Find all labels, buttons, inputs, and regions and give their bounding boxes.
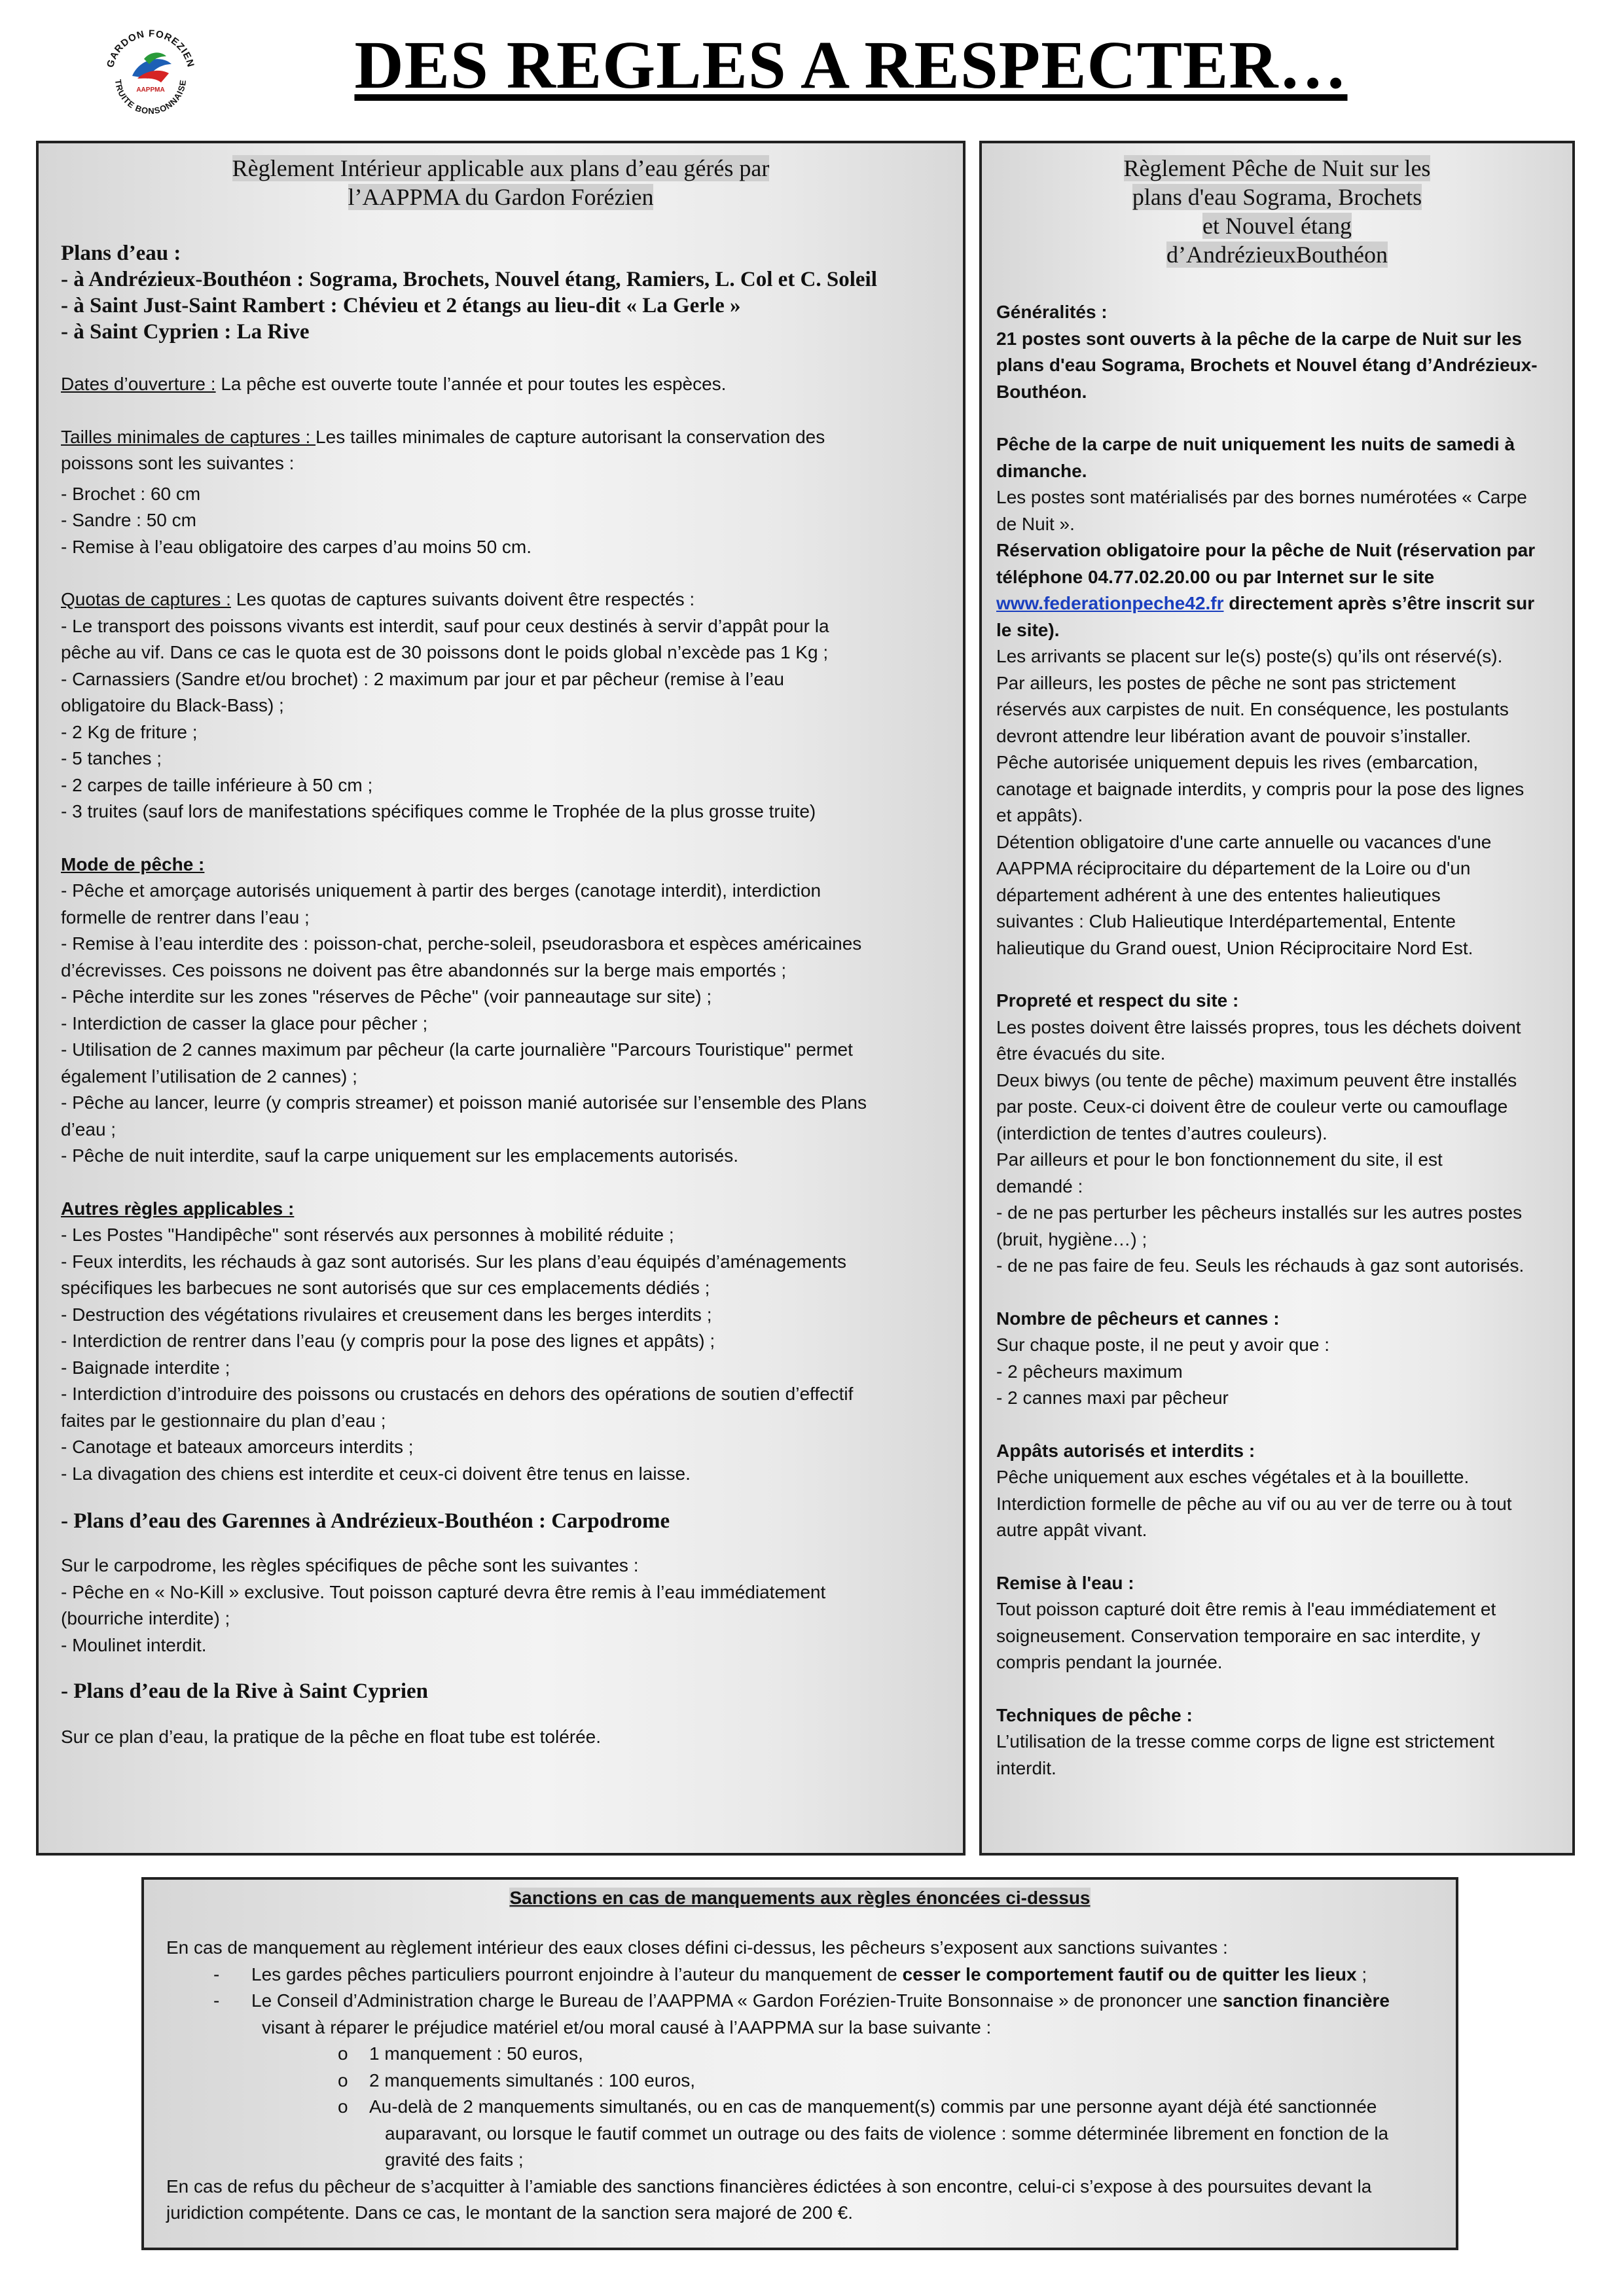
page-title: DES REGLES A RESPECTER… (354, 27, 1348, 103)
text-line: suivantes : Club Halieutique Interdépartemental, Entente (996, 911, 1456, 931)
proprete-heading: Propreté et respect du site : (996, 990, 1239, 1011)
sanction-subitem: o 2 manquements simultanés : 100 euros, (338, 2070, 696, 2090)
appats-heading: Appâts autorisés et interdits : (996, 1440, 1255, 1461)
list-item: - Destruction des végétations rivulaires et creusement dans les berges interdits ; (61, 1304, 712, 1325)
text-line: (interdiction de tentes d’autres couleurs). (996, 1122, 1327, 1143)
list-item: - Moulinet interdit. (61, 1634, 207, 1655)
list-item: - Remise à l’eau obligatoire des carpes d’au moins 50 cm. (61, 536, 532, 557)
list-item: - Pêche de nuit interdite, sauf la carpe uniquement sur les emplacements autorisés. (61, 1145, 739, 1166)
rive-text: Sur ce plan d’eau, la pratique de la pêche en float tube est tolérée. (61, 1727, 602, 1747)
text-line: autre appât vivant. (996, 1520, 1147, 1540)
text-line: canotage et baignade interdits, y compris pour la pose des lignes (996, 778, 1525, 799)
list-item: Sur le carpodrome, les règles spécifiques de pêche sont les suivantes : (61, 1555, 639, 1575)
internal-rules-title: Règlement Intérieur applicable aux plans d’eau gérés par (232, 155, 770, 181)
text-line: Réservation obligatoire pour la pêche de Nuit (réservation par (996, 540, 1536, 560)
text-line: gravité des faits ; (385, 2149, 524, 2170)
plans-heading: Plans d’eau : (61, 242, 181, 265)
list-item: spécifiques les barbecues ne sont autorisés que sur ces emplacements dédiés ; (61, 1278, 710, 1298)
text-line: Pêche de la carpe de nuit uniquement les nuits de samedi à (996, 434, 1515, 454)
list-item: - 2 carpes de taille inférieure à 50 cm ; (61, 774, 373, 795)
text-line: (bruit, hygiène…) ; (996, 1229, 1147, 1249)
list-item: - La divagation des chiens est interdite et ceux-ci doivent être tenus en laisse. (61, 1463, 691, 1484)
list-item: - Interdiction de casser la glace pour pêcher ; (61, 1013, 428, 1033)
text-line: devront attendre leur libération avant de pouvoir s’installer. (996, 725, 1471, 746)
text-line: - 2 pêcheurs maximum (996, 1361, 1183, 1382)
federation-link[interactable]: www.federationpeche42.fr (996, 593, 1224, 613)
sanction-item: - Le Conseil d’Administration charge le Bureau de l’AAPPMA « Gardon Forézien-Truite Bonsonnaise » de prononcer une sanction financière (213, 1990, 1390, 2011)
text-line: juridiction compétente. Dans ce cas, le montant de la sanction sera majoré de 200 €. (166, 2202, 854, 2223)
text-line: plans d'eau Sograma, Brochets et Nouvel étang d’Andrézieux- (996, 355, 1538, 375)
internal-rules-title-line2: l’AAPPMA du Gardon Forézien (348, 184, 654, 210)
text-line: auparavant, ou lorsque le fautif commet un outrage ou des faits de violence : somme déterminée librement en fonction de la (385, 2123, 1389, 2144)
list-item: - Baignade interdite ; (61, 1357, 230, 1378)
reservation-link-line: www.federationpeche42.fr directement après s’être inscrit sur (996, 593, 1535, 613)
night-rules-title-line: plans d'eau Sograma, Brochets (1132, 184, 1422, 210)
text-line: département adhérent à une des ententes halieutiques (996, 884, 1441, 905)
rive-heading: - Plans d’eau de la Rive à Saint Cyprien (61, 1679, 429, 1703)
text-line: poissons sont les suivantes : (61, 453, 295, 473)
list-item: faites par le gestionnaire du plan d’eau ; (61, 1410, 386, 1431)
list-item: - Brochet : 60 cm (61, 483, 201, 504)
night-rules-title-line: d’AndrézieuxBouthéon (1166, 242, 1388, 268)
text-line: Les postes doivent être laissés propres, tous les déchets doivent (996, 1016, 1521, 1037)
sanction-item: - Les gardes pêches particuliers pourront enjoindre à l’auteur du manquement de cesser le comportement fautif ou de quitter les lieux ; (213, 1964, 1367, 1984)
generalites-heading: Généralités : (996, 302, 1108, 322)
list-item: d’eau ; (61, 1119, 117, 1139)
list-item: formelle de rentrer dans l’eau ; (61, 906, 310, 927)
internal-rules-panel (36, 141, 965, 1856)
list-item: - Pêche interdite sur les zones "réserves de Pêche" (voir panneautage sur site) ; (61, 986, 712, 1007)
svg-text:TRUITE BONSONNAISE: TRUITE BONSONNAISE (113, 79, 189, 117)
catch-quotas: Quotas de captures : Les quotas de captures suivants doivent être respectés : (61, 589, 695, 609)
list-item: - Feux interdits, les réchauds à gaz sont autorisés. Sur les plans d’eau équipés d’aménagements (61, 1251, 847, 1272)
svg-text:AAPPMA: AAPPMA (136, 86, 165, 94)
list-item: - 5 tanches ; (61, 748, 162, 768)
text-line: - de ne pas faire de feu. Seuls les réchauds à gaz sont autorisés. (996, 1255, 1525, 1276)
list-item: - Sandre : 50 cm (61, 510, 196, 530)
text-line: AAPPMA réciprocitaire du département de la Loire ou d'un (996, 858, 1471, 878)
text-line: Détention obligatoire d'une carte annuelle ou vacances d'une (996, 831, 1492, 852)
plans-item: - à Andrézieux-Bouthéon : Sograma, Brochets, Nouvel étang, Ramiers, L. Col et C. Soleil (61, 268, 877, 291)
text-line: dimanche. (996, 460, 1087, 481)
list-item: - Utilisation de 2 cannes maximum par pêcheur (la carte journalière "Parcours Touristique" permet (61, 1039, 853, 1060)
sanctions-panel (141, 1877, 1458, 2250)
list-item: obligatoire du Black-Bass) ; (61, 695, 284, 715)
text-line: En cas de refus du pêcheur de s’acquitter à l’amiable des sanctions financières édictées à son encontre, celui-ci s’expose à des poursuites devant la (166, 2176, 1372, 2197)
night-fishing-panel (979, 141, 1575, 1856)
sanctions-intro: En cas de manquement au règlement intérieur des eaux closes défini ci-dessus, les pêcheurs s’exposent aux sanctions suivantes : (166, 1937, 1228, 1958)
aappma-logo (98, 18, 203, 123)
text-line: - 2 cannes maxi par pêcheur (996, 1388, 1229, 1408)
list-item: - Les Postes "Handipêche" sont réservés aux personnes à mobilité réduite ; (61, 1225, 674, 1245)
other-rules-heading: Autres règles applicables : (61, 1198, 295, 1219)
list-item: - Carnassiers (Sandre et/ou brochet) : 2 maximum par jour et par pêcheur (remise à l’eau (61, 668, 784, 689)
text-line: le site). (996, 619, 1060, 640)
nombre-heading: Nombre de pêcheurs et cannes : (996, 1308, 1280, 1329)
sanction-subitem: o 1 manquement : 50 euros, (338, 2043, 583, 2064)
list-item: - Pêche au lancer, leurre (y compris streamer) et poisson manié autorisée sur l’ensemble des Plans (61, 1092, 867, 1113)
list-item: - Interdiction d’introduire des poissons ou crustacés en dehors des opérations de soutien d’effectif (61, 1384, 854, 1404)
fishing-mode-heading: Mode de pêche : (61, 853, 205, 874)
text-line: Deux biwys (ou tente de pêche) maximum peuvent être installés (996, 1069, 1517, 1090)
night-rules-title: Règlement Pêche de Nuit sur les (1123, 155, 1431, 181)
text-line: demandé : (996, 1175, 1083, 1196)
list-item: - Le transport des poissons vivants est interdit, sauf pour ceux destinés à servir d’appât pour la (61, 615, 829, 636)
text-line: visant à réparer le préjudice matériel et/ou moral causé à l’AAPPMA sur la base suivante : (262, 2017, 992, 2037)
techniques-heading: Techniques de pêche : (996, 1704, 1193, 1725)
text-line: Interdiction formelle de pêche au vif ou au ver de terre ou à tout (996, 1493, 1512, 1514)
text-line: Par ailleurs, les postes de pêche ne sont pas strictement (996, 672, 1456, 693)
text-line: être évacués du site. (996, 1043, 1166, 1064)
text-line: téléphone 04.77.02.20.00 ou par Internet sur le site (996, 566, 1435, 587)
list-item: - 3 truites (sauf lors de manifestations spécifiques comme le Trophée de la plus grosse truite) (61, 801, 816, 821)
text-line: réservés aux carpistes de nuit. En conséquence, les postulants (996, 699, 1509, 719)
list-item: (bourriche interdite) ; (61, 1608, 230, 1628)
text-line: compris pendant la journée. (996, 1652, 1223, 1672)
sanction-subitem: o Au-delà de 2 manquements simultanés, ou en cas de manquement(s) commis par une personne ayant déjà été sanctionnée (338, 2096, 1377, 2117)
list-item: - Interdiction de rentrer dans l’eau (y compris pour la pose des lignes et appâts) ; (61, 1331, 715, 1351)
text-line: par poste. Ceux-ci doivent être de couleur verte ou camouflage (996, 1096, 1508, 1117)
minimum-sizes: Tailles minimales de captures : Les tailles minimales de capture autorisant la conservation des (61, 426, 825, 447)
text-line: Sur chaque poste, il ne peut y avoir que : (996, 1335, 1329, 1355)
text-line: Pêche autorisée uniquement depuis les rives (embarcation, (996, 752, 1479, 772)
night-rules-title-line: et Nouvel étang (1202, 213, 1352, 239)
text-line: Par ailleurs et pour le bon fonctionnement du site, il est (996, 1149, 1443, 1170)
text-line: Bouthéon. (996, 381, 1087, 402)
text-line: Les arrivants se placent sur le(s) poste(s) qu’ils ont réservé(s). (996, 646, 1503, 666)
svg-text:GARDON FOREZIEN: GARDON FOREZIEN (105, 27, 196, 69)
plans-item: - à Saint Just-Saint Rambert : Chévieu et 2 étangs au lieu-dit « La Gerle » (61, 294, 741, 317)
text-line: halieutique du Grand ouest, Union Réciprocitaire Nord Est. (996, 937, 1473, 958)
text-line: Tout poisson capturé doit être remis à l'eau immédiatement et (996, 1599, 1496, 1619)
list-item: pêche au vif. Dans ce cas le quota est de 30 poissons dont le poids global n’excède pas 1 Kg ; (61, 642, 829, 662)
list-item: - Canotage et bateaux amorceurs interdits ; (61, 1437, 414, 1457)
text-line: Les postes sont matérialisés par des bornes numérotées « Carpe (996, 487, 1527, 507)
text-line: Pêche uniquement aux esches végétales et à la bouillette. (996, 1467, 1470, 1487)
text-line: et appâts). (996, 805, 1083, 825)
plans-item: - à Saint Cyprien : La Rive (61, 320, 310, 344)
list-item: - Pêche et amorçage autorisés uniquement à partir des berges (canotage interdit), interdiction (61, 880, 821, 901)
list-item: - Remise à l’eau interdite des : poisson-chat, perche-soleil, pseudorasbora et espèces américaines (61, 933, 862, 954)
list-item: d’écrevisses. Ces poissons ne doivent pas être abandonnés sur la berge mais emportés ; (61, 960, 787, 980)
list-item: également l’utilisation de 2 cannes) ; (61, 1066, 357, 1086)
text-line: - de ne pas perturber les pêcheurs installés sur les autres postes (996, 1202, 1523, 1223)
text-line: 21 postes sont ouverts à la pêche de la carpe de Nuit sur les (996, 328, 1522, 349)
text-line: L’utilisation de la tresse comme corps de ligne est strictement (996, 1731, 1495, 1751)
list-item: - Pêche en « No-Kill » exclusive. Tout poisson capturé devra être remis à l’eau immédiatement (61, 1581, 826, 1602)
list-item: - 2 Kg de friture ; (61, 721, 198, 742)
sanctions-title: Sanctions en cas de manquements aux règles énoncées ci-dessus (509, 1888, 1091, 1908)
garennes-heading: - Plans d’eau des Garennes à Andrézieux-Bouthéon : Carpodrome (61, 1509, 670, 1533)
text-line: de Nuit ». (996, 513, 1075, 534)
text-line: soigneusement. Conservation temporaire en sac interdite, y (996, 1625, 1481, 1646)
remise-heading: Remise à l'eau : (996, 1572, 1134, 1593)
text-line: interdit. (996, 1757, 1056, 1778)
opening-dates: Dates d’ouverture : La pêche est ouverte toute l’année et pour toutes les espèces. (61, 374, 727, 394)
